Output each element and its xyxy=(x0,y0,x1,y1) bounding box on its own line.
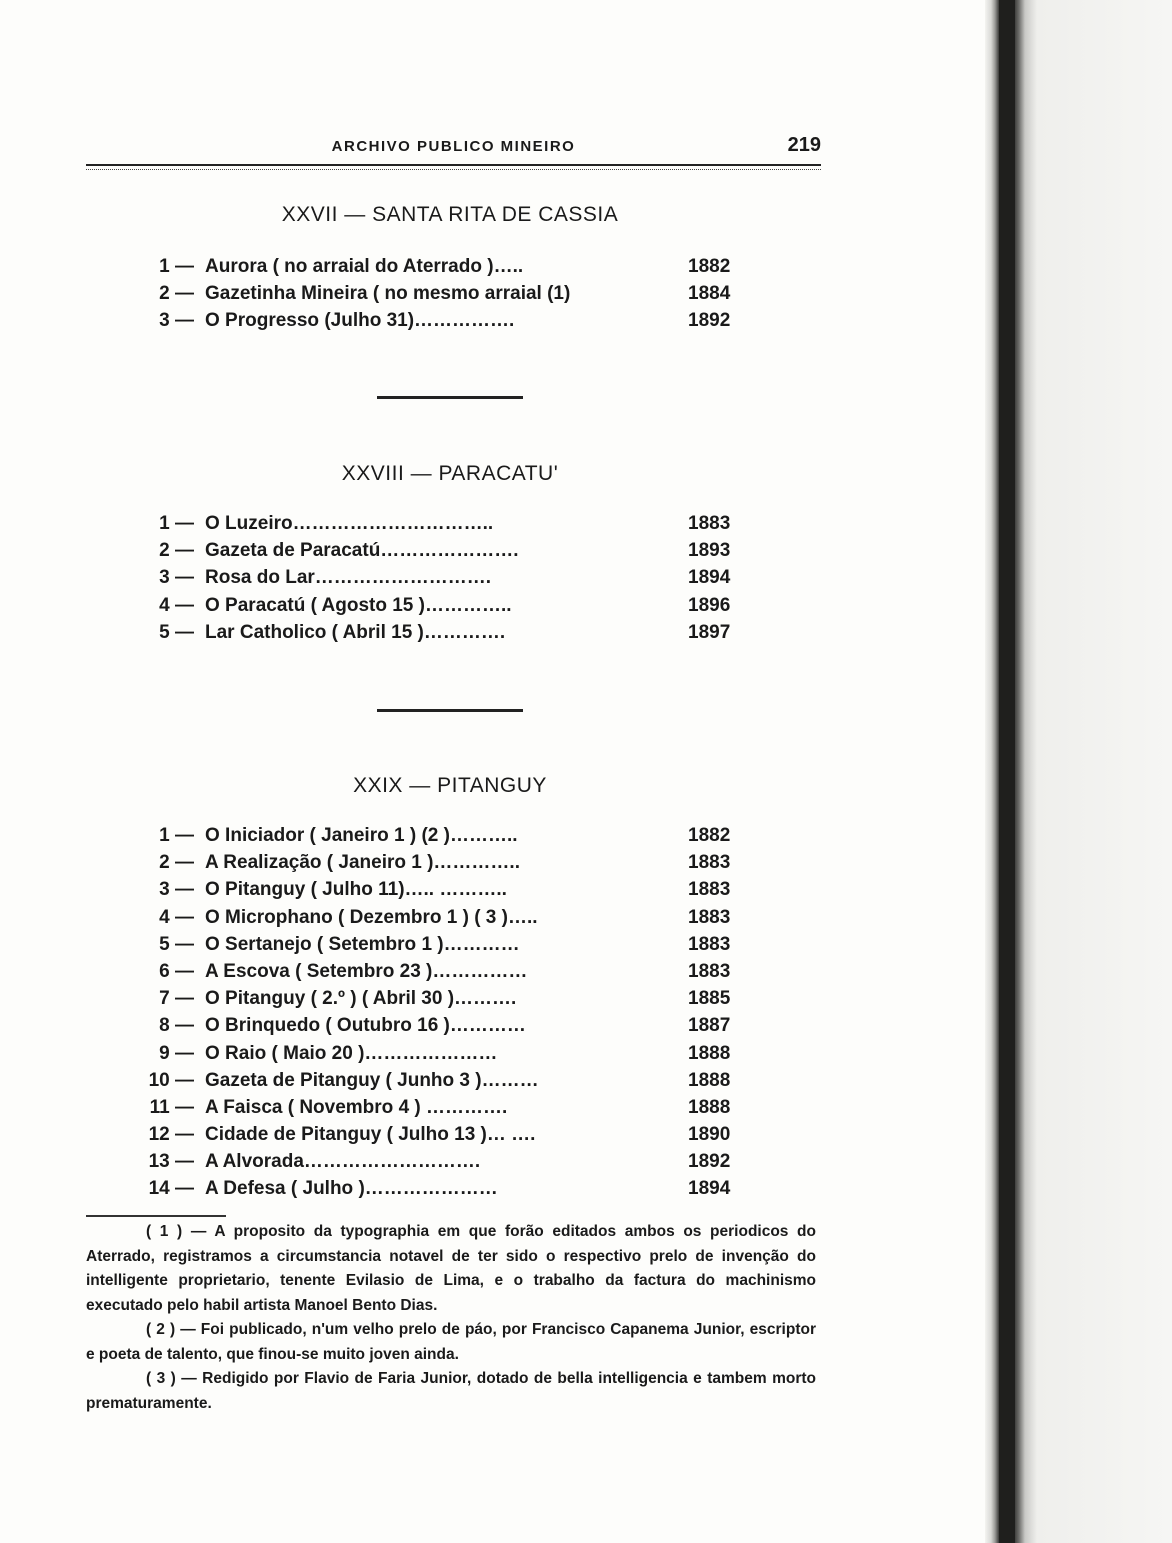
entry-number: 9 — xyxy=(159,1042,194,1064)
entry-number: 3 — xyxy=(159,879,194,901)
entry-year: 1894 xyxy=(688,1178,731,1200)
entry-number: 10 — xyxy=(148,1069,194,1091)
entry-year: 1893 xyxy=(688,540,731,562)
entry-number: 3 — xyxy=(159,310,194,332)
entry-year: 1892 xyxy=(688,310,731,332)
entry-number: 3 — xyxy=(159,567,194,589)
list-item xyxy=(160,958,740,985)
entry-number: 4 — xyxy=(159,906,194,928)
list-item xyxy=(160,619,740,646)
entry-number: 1 — xyxy=(159,825,194,846)
list-item xyxy=(148,1121,740,1148)
list-item xyxy=(160,849,740,876)
running-header xyxy=(86,132,821,172)
footnote: ( 2 ) — Foi publicado, n'um velho prelo de páo, por Francisco Capanema Junior, escriptor e poeta de talento, que finou-se muito joven ainda. xyxy=(86,1321,816,1363)
entry-year: 1883 xyxy=(688,933,731,955)
list-item xyxy=(160,985,740,1012)
entry-year: 1884 xyxy=(688,283,731,305)
entry-title: Gazeta de Pitanguy ( Junho 3 )……… xyxy=(205,1069,539,1091)
header-title: ARCHIVO PUBLICO MINEIRO xyxy=(331,138,576,155)
list-item xyxy=(160,253,740,280)
entry-title: A Alvorada………………………. xyxy=(205,1151,481,1173)
list-item xyxy=(148,1067,740,1094)
section-list xyxy=(148,822,740,1203)
section-list xyxy=(160,510,740,646)
page-number: 219 xyxy=(787,134,821,156)
list-item xyxy=(160,307,740,334)
list-item xyxy=(160,1012,740,1039)
entry-number: 8 — xyxy=(159,1015,194,1037)
entry-year: 1890 xyxy=(688,1124,731,1146)
entry-title: O Luzeiro………………………….. xyxy=(205,513,494,534)
entry-year: 1896 xyxy=(688,594,731,616)
list-item xyxy=(160,931,740,958)
entry-title: O Raio ( Maio 20 )………………… xyxy=(205,1042,498,1064)
entry-number: 12 — xyxy=(148,1124,194,1146)
list-item xyxy=(160,876,740,903)
list-item xyxy=(160,822,740,849)
entry-number: 14 — xyxy=(148,1178,194,1200)
entry-title: A Realização ( Janeiro 1 )………….. xyxy=(205,852,520,874)
entry-number: 4 — xyxy=(159,594,194,616)
entry-year: 1888 xyxy=(688,1069,731,1091)
list-item xyxy=(160,1040,740,1067)
footnote: ( 1 ) — A proposito da typographia em que forão editados ambos os periodicos do Aterrado, registramos a circumstancia notavel de ter sido o respectivo prelo de invenção do intelligente proprietario, tenente Evilasio de Lima, e o trabalho da factura do machinismo executado pelo habil artista Manoel Bento Dias. xyxy=(86,1223,816,1314)
entry-number: 6 — xyxy=(159,960,194,982)
entry-year: 1882 xyxy=(688,825,731,846)
list-item xyxy=(148,1148,740,1175)
entry-title: O Pitanguy ( 2.º ) ( Abril 30 )………. xyxy=(205,988,517,1010)
entry-title: Aurora ( no arraial do Aterrado )….. xyxy=(205,256,524,277)
section-divider xyxy=(377,709,523,712)
entry-year: 1883 xyxy=(688,906,731,928)
entry-title: Lar Catholico ( Abril 15 )…………. xyxy=(205,621,506,643)
header-rule xyxy=(86,164,821,170)
entry-number: 1 — xyxy=(159,256,194,277)
entry-title: O Brinquedo ( Outubro 16 )………… xyxy=(205,1015,526,1037)
list-item xyxy=(160,280,740,307)
book-spine-edge xyxy=(985,0,1172,1543)
entry-title: O Microphano ( Dezembro 1 ) ( 3 )….. xyxy=(205,906,538,928)
entry-year: 1894 xyxy=(688,567,731,589)
list-item xyxy=(160,510,740,537)
entry-year: 1885 xyxy=(688,988,731,1010)
entry-number: 2 — xyxy=(159,540,194,562)
footnote-rule xyxy=(86,1215,226,1217)
list-item xyxy=(148,1175,740,1202)
section-heading: XXVIII — PARACATU' xyxy=(341,462,559,485)
section-heading: XXIX — PITANGUY xyxy=(353,774,547,797)
entry-year: 1897 xyxy=(688,621,731,643)
binding-shadow xyxy=(999,0,1015,1543)
footnotes xyxy=(86,1220,816,1416)
entry-title: Rosa do Lar………………………. xyxy=(205,567,492,589)
section-heading: XXVII — SANTA RITA DE CASSIA xyxy=(281,203,619,226)
entry-year: 1892 xyxy=(688,1151,731,1173)
entry-title: A Escova ( Setembro 23 )…………… xyxy=(205,960,528,982)
entry-title: A Defesa ( Julho )………………… xyxy=(205,1178,498,1200)
list-item xyxy=(160,537,740,564)
entry-title: O Pitanguy ( Julho 11)….. ……….. xyxy=(205,879,507,901)
entry-year: 1883 xyxy=(688,960,731,982)
entry-title: Cidade de Pitanguy ( Julho 13 )… …. xyxy=(205,1124,536,1146)
list-item xyxy=(149,1094,740,1121)
entry-year: 1883 xyxy=(688,852,731,874)
entry-number: 5 — xyxy=(159,621,194,643)
entry-title: A Faisca ( Novembro 4 ) …………. xyxy=(205,1096,508,1118)
entry-title: Gazetinha Mineira ( no mesmo arraial (1) xyxy=(205,283,571,305)
entry-number: 11 — xyxy=(149,1096,194,1118)
entry-number: 13 — xyxy=(148,1151,194,1173)
entry-title: O Sertanejo ( Setembro 1 )………… xyxy=(205,933,520,955)
list-item xyxy=(160,904,740,931)
entry-year: 1887 xyxy=(688,1015,731,1037)
entry-year: 1888 xyxy=(688,1042,731,1064)
list-item xyxy=(160,592,740,619)
entry-title: O Progresso (Julho 31)……………. xyxy=(205,310,515,332)
entry-number: 1 — xyxy=(159,513,194,534)
entry-number: 2 — xyxy=(159,852,194,874)
entry-title: O Paracatú ( Agosto 15 )………….. xyxy=(205,594,512,616)
entry-year: 1882 xyxy=(688,256,731,277)
footnote: ( 3 ) — Redigido por Flavio de Faria Junior, dotado de bella intelligencia e tambem morto prematuramente. xyxy=(86,1370,816,1412)
section-list xyxy=(160,253,740,335)
entry-year: 1883 xyxy=(688,513,731,534)
entry-title: Gazeta de Paracatú…………………. xyxy=(205,540,519,562)
section-divider xyxy=(377,396,523,399)
entry-number: 7 — xyxy=(159,988,194,1010)
entry-title: O Iniciador ( Janeiro 1 ) (2 )……….. xyxy=(205,825,518,846)
entry-year: 1888 xyxy=(688,1096,731,1118)
entry-number: 5 — xyxy=(159,933,194,955)
entry-number: 2 — xyxy=(159,283,194,305)
list-item xyxy=(160,564,740,591)
entry-year: 1883 xyxy=(688,879,731,901)
